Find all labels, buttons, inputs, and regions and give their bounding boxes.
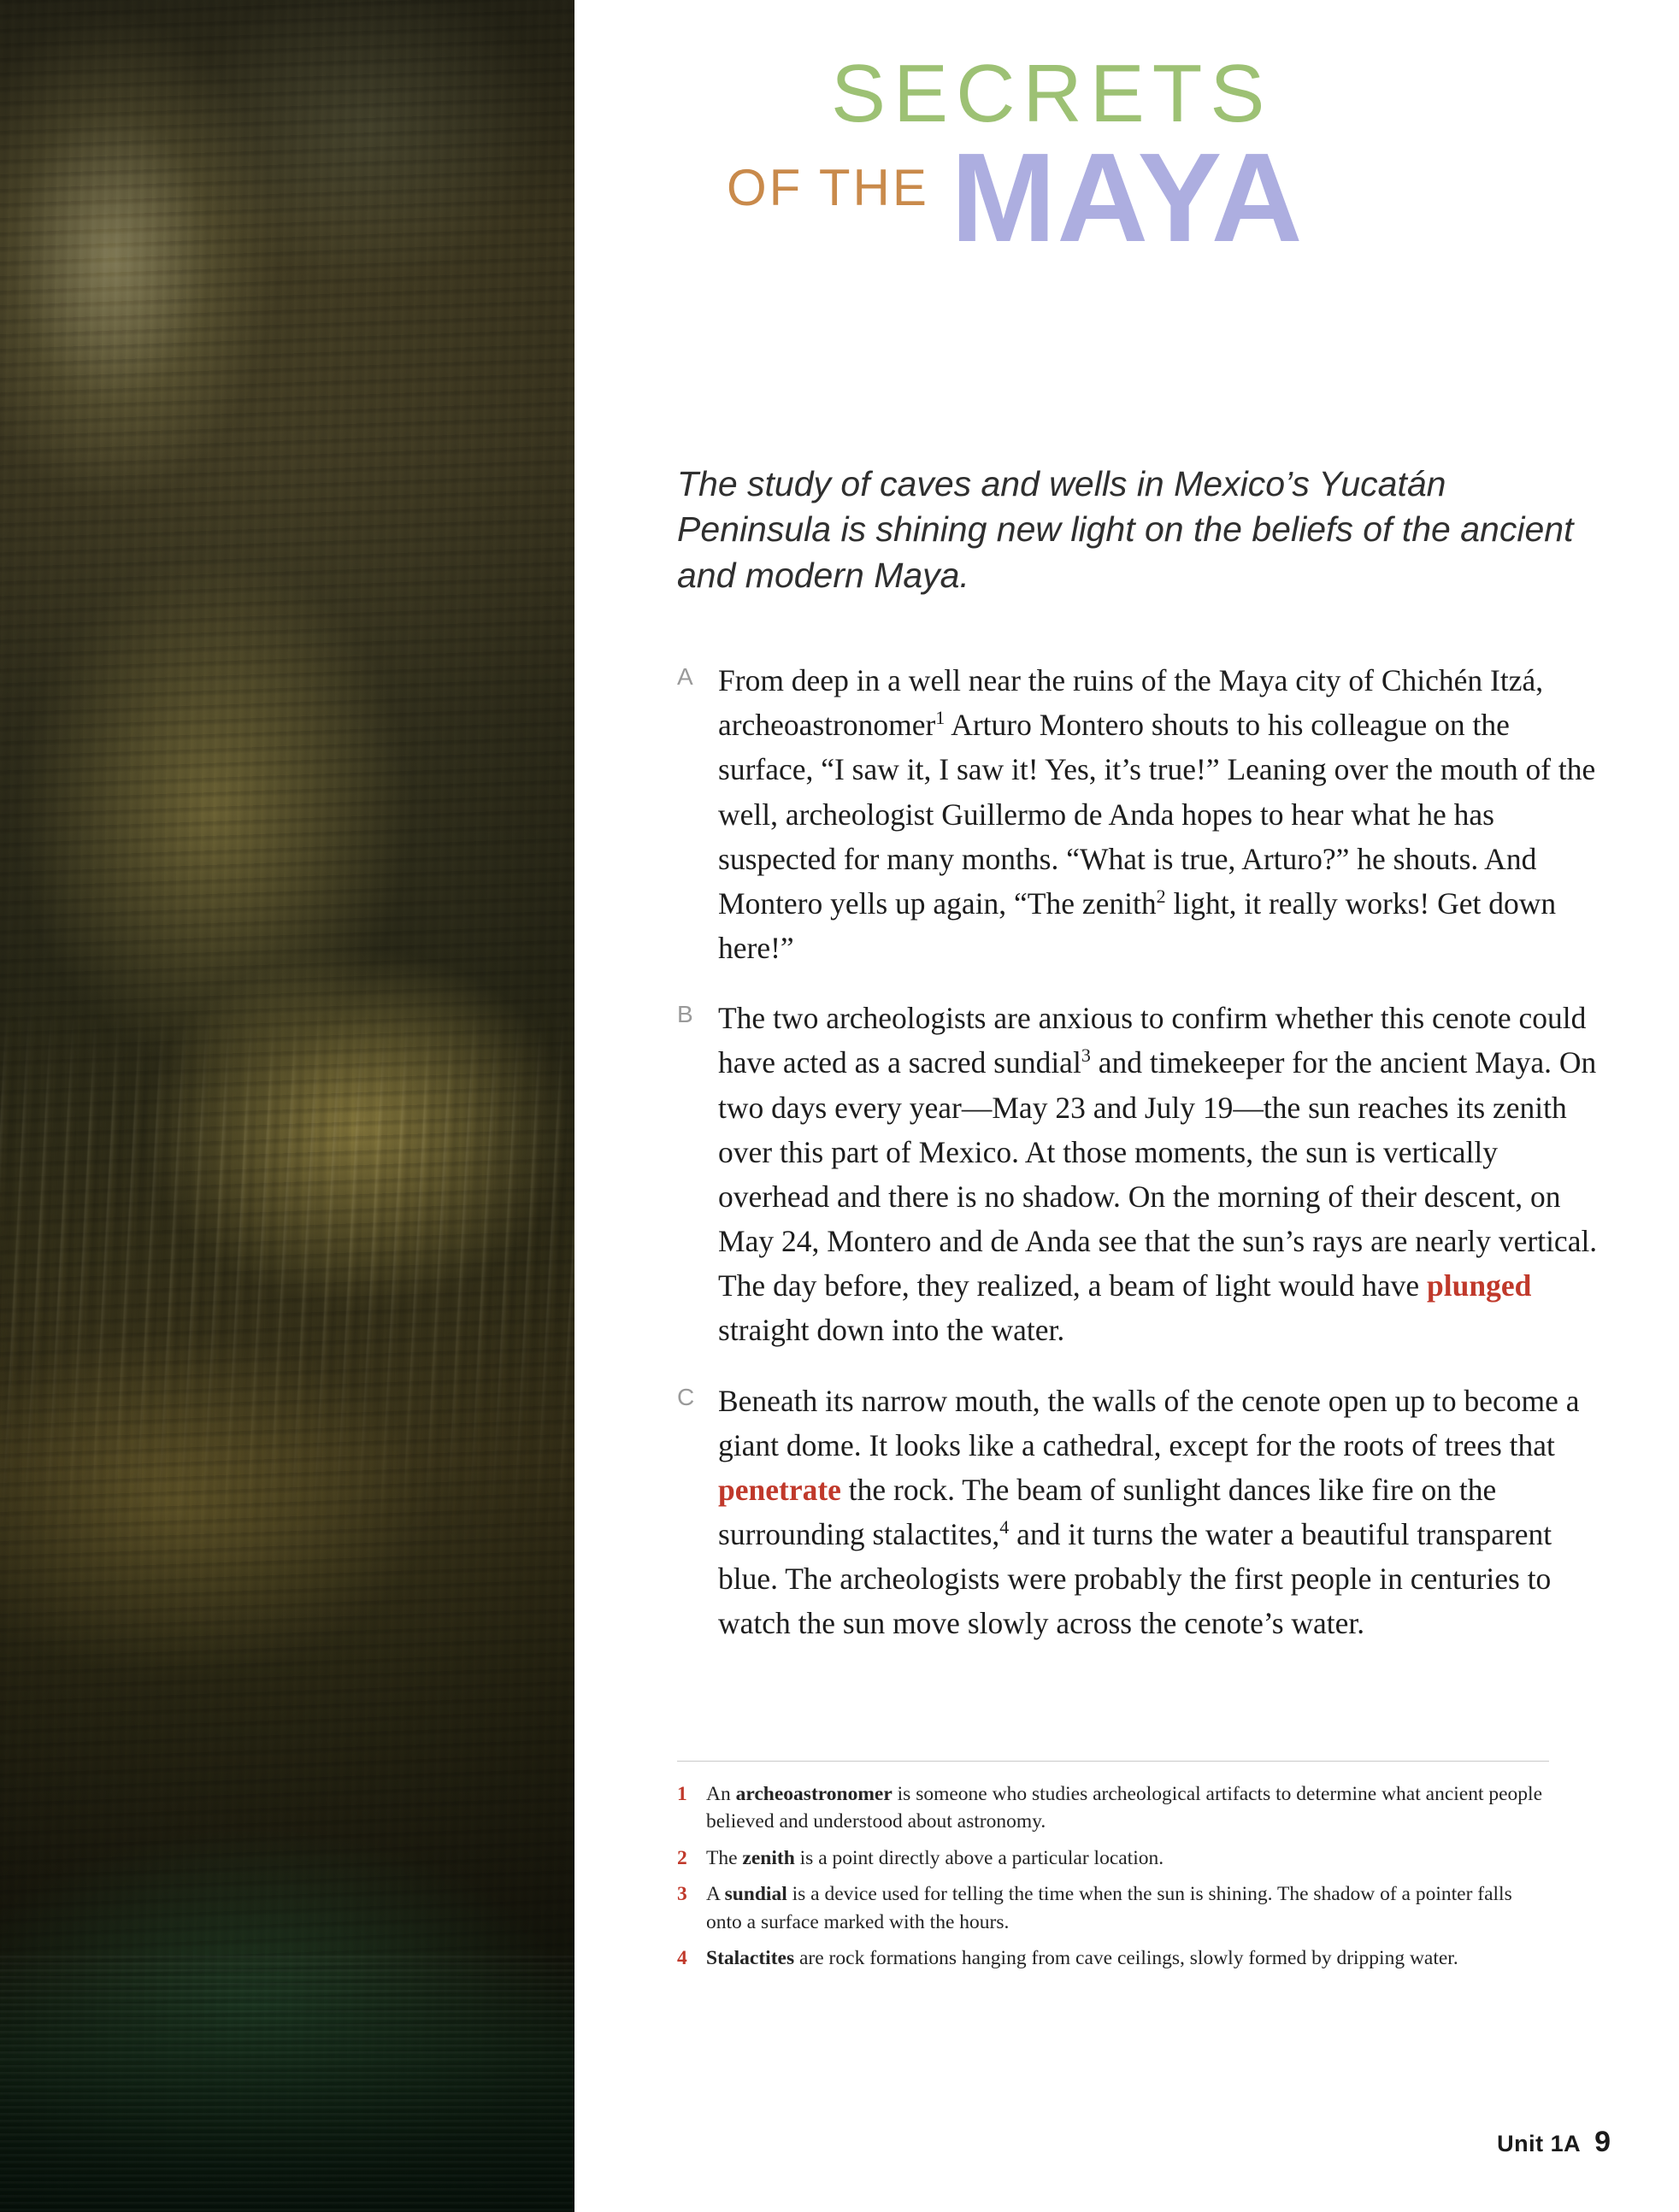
footnote-number: 2 [677, 1846, 687, 1869]
footer-unit-label: Unit 1A [1497, 2131, 1582, 2156]
paragraph [677, 996, 1609, 1352]
footnote-text: An archeoastronomer is someone who studies archeological artifacts to determine what ancient people believed and understood about astronomy. [706, 1783, 1543, 1833]
paragraph-label: A [677, 663, 694, 690]
footnote-item [677, 1844, 1549, 1872]
cenote-photo [0, 0, 574, 2212]
paragraph-text: Beneath its narrow mouth, the walls of the cenote open up to become a giant dome. It looks like a cathedral, except for the roots of trees that penetrate the rock. The beam of sunlight dances like fire on the surrounding stalactites,$^4$ and it turns the water a beautiful transparent blue. The archeologists were probably the first people in centuries to watch the sun move slowly across the cenote’s water. [718, 1383, 1580, 1641]
footnote-number: 1 [677, 1783, 687, 1805]
footnote-number: 4 [677, 1947, 687, 1970]
title-secrets: SECRETS [831, 48, 1273, 139]
footnote-number: 3 [677, 1883, 687, 1906]
article-body [677, 658, 1609, 1672]
page-footer [1497, 2126, 1611, 2159]
footnotes [677, 1761, 1549, 1981]
paragraph-text: The two archeologists are anxious to confirm whether this cenote could have acted as a sacred sundial$^3$ and timekeeper for the ancient Maya. On two days every year—May 23 and July 19—the sun reaches its zenith over this part of Mexico. At those moments, the sun is vertically overhead and there is no shadow. On the morning of their descent, on May 24, Montero and de Anda see that the sun’s rays are nearly vertical. The day before, they realized, a beam of light would have plunged straight down into the water. [718, 1001, 1598, 1348]
title-of-the: OF THE [727, 159, 929, 216]
article-content [574, 0, 1679, 2212]
page-title [643, 48, 1652, 268]
footnote-text: The zenith is a point directly above a particular location. [706, 1846, 1164, 1869]
footnote-text: A sundial is a device used for telling the time when the sun is shining. The shadow of a pointer falls onto a surface marked with the hours. [706, 1883, 1512, 1933]
paragraph-label: C [677, 1383, 696, 1410]
article-deck: The study of caves and wells in Mexico’s Yucatán Peninsula is shining new light on the beliefs of the ancient and modern Maya. [677, 464, 1574, 595]
footnote-item [677, 1880, 1549, 1936]
footnote-text: Stalactites are rock formations hanging from cave ceilings, slowly formed by dripping water. [706, 1947, 1458, 1970]
title-maya: MAYA [951, 127, 1304, 268]
paragraph [677, 658, 1609, 970]
footnote-item [677, 1780, 1549, 1836]
paragraph-label: B [677, 1001, 694, 1028]
paragraph [677, 1379, 1609, 1646]
photo-vignette [0, 0, 574, 2212]
paragraph-text: From deep in a well near the ruins of the Maya city of Chichén Itzá, archeoastronomer$^1$ Arturo Montero shouts to his colleague on the surface, “I saw it, I saw it! Yes, it’s true!” Leaning over the mouth of the well, archeologist Guillermo de Anda hopes to hear what he has suspected for many months. “What is true, Arturo?” he shouts. And Montero yells up again, “The zenith$^2$ light, it really works! Get down here!” [718, 663, 1596, 966]
footer-page-number: 9 [1594, 2126, 1611, 2158]
footnotes-divider [677, 1761, 1549, 1762]
footnote-item [677, 1944, 1549, 1972]
